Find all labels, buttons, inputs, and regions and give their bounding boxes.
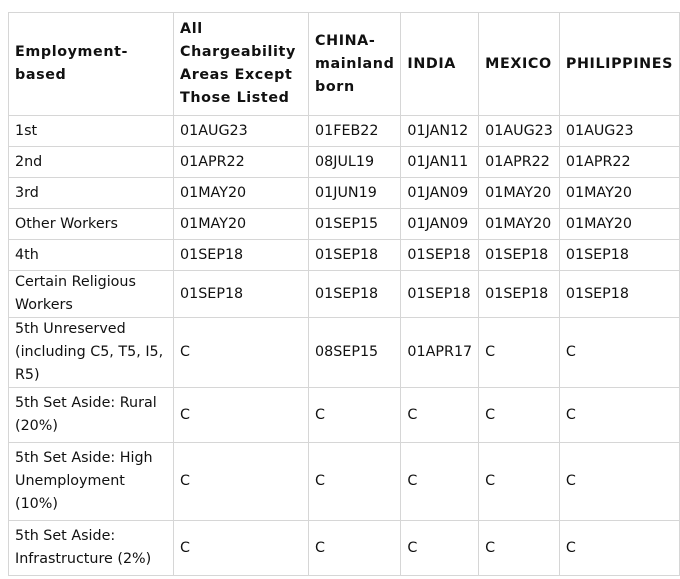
- cell-all: C: [174, 443, 309, 521]
- header-india: INDIA: [401, 13, 479, 116]
- row-category: 5th Unreserved (including C5, T5, I5, R5): [9, 318, 174, 388]
- table-row: [9, 271, 680, 318]
- cell-all: 01MAY20: [174, 209, 309, 240]
- cell-china: 01SEP18: [309, 240, 401, 271]
- table-row: [9, 318, 680, 388]
- cell-india: C: [401, 443, 479, 521]
- cell-india: 01JAN12: [401, 116, 479, 147]
- cell-philippines: 01MAY20: [559, 178, 679, 209]
- cell-mexico: C: [479, 388, 560, 443]
- cell-mexico: 01SEP18: [479, 271, 560, 318]
- row-category: 5th Set Aside: Infrastructure (2%): [9, 521, 174, 576]
- cell-philippines: 01SEP18: [559, 271, 679, 318]
- cell-mexico: C: [479, 521, 560, 576]
- cell-india: 01JAN09: [401, 209, 479, 240]
- cell-india: 01JAN11: [401, 147, 479, 178]
- cell-mexico: C: [479, 318, 560, 388]
- cell-china: 01FEB22: [309, 116, 401, 147]
- cell-all: C: [174, 388, 309, 443]
- table-row: [9, 178, 680, 209]
- table-row: [9, 209, 680, 240]
- cell-philippines: C: [559, 318, 679, 388]
- table-row: [9, 147, 680, 178]
- cell-philippines: 01MAY20: [559, 209, 679, 240]
- cell-china: C: [309, 443, 401, 521]
- cell-china: 01SEP15: [309, 209, 401, 240]
- cell-china: 08JUL19: [309, 147, 401, 178]
- header-employment-based: Employment-based: [9, 13, 174, 116]
- cell-philippines: 01SEP18: [559, 240, 679, 271]
- cell-china: C: [309, 521, 401, 576]
- cell-china: 01SEP18: [309, 271, 401, 318]
- cell-all: 01MAY20: [174, 178, 309, 209]
- header-all-chargeability: All Chargeability Areas Except Those Listed: [174, 13, 309, 116]
- cell-china: C: [309, 388, 401, 443]
- header-china: CHINA-mainland born: [309, 13, 401, 116]
- cell-india: 01JAN09: [401, 178, 479, 209]
- table-row: [9, 240, 680, 271]
- row-category: 5th Set Aside: Rural (20%): [9, 388, 174, 443]
- row-category: 2nd: [9, 147, 174, 178]
- table-row: [9, 116, 680, 147]
- cell-india: 01APR17: [401, 318, 479, 388]
- cell-philippines: 01AUG23: [559, 116, 679, 147]
- cell-philippines: C: [559, 521, 679, 576]
- cell-mexico: 01MAY20: [479, 209, 560, 240]
- cell-india: C: [401, 521, 479, 576]
- table-row: [9, 443, 680, 521]
- cell-mexico: C: [479, 443, 560, 521]
- row-category: Other Workers: [9, 209, 174, 240]
- row-category: 4th: [9, 240, 174, 271]
- header-philippines: PHILIPPINES: [559, 13, 679, 116]
- cell-china: 08SEP15: [309, 318, 401, 388]
- cell-mexico: 01AUG23: [479, 116, 560, 147]
- cell-mexico: 01SEP18: [479, 240, 560, 271]
- cell-india: C: [401, 388, 479, 443]
- cell-philippines: 01APR22: [559, 147, 679, 178]
- cell-china: 01JUN19: [309, 178, 401, 209]
- table-row: [9, 388, 680, 443]
- row-category: 3rd: [9, 178, 174, 209]
- cell-mexico: 01MAY20: [479, 178, 560, 209]
- cell-all: 01SEP18: [174, 271, 309, 318]
- row-category: 1st: [9, 116, 174, 147]
- row-category: 5th Set Aside: High Unemployment (10%): [9, 443, 174, 521]
- final-action-dates-table: [8, 12, 680, 576]
- cell-mexico: 01APR22: [479, 147, 560, 178]
- cell-all: 01AUG23: [174, 116, 309, 147]
- cell-philippines: C: [559, 443, 679, 521]
- header-row: [9, 13, 680, 116]
- cell-all: C: [174, 521, 309, 576]
- header-mexico: MEXICO: [479, 13, 560, 116]
- table-row: [9, 521, 680, 576]
- cell-philippines: C: [559, 388, 679, 443]
- cell-all: 01APR22: [174, 147, 309, 178]
- cell-india: 01SEP18: [401, 271, 479, 318]
- row-category: Certain Religious Workers: [9, 271, 174, 318]
- cell-all: C: [174, 318, 309, 388]
- cell-india: 01SEP18: [401, 240, 479, 271]
- cell-all: 01SEP18: [174, 240, 309, 271]
